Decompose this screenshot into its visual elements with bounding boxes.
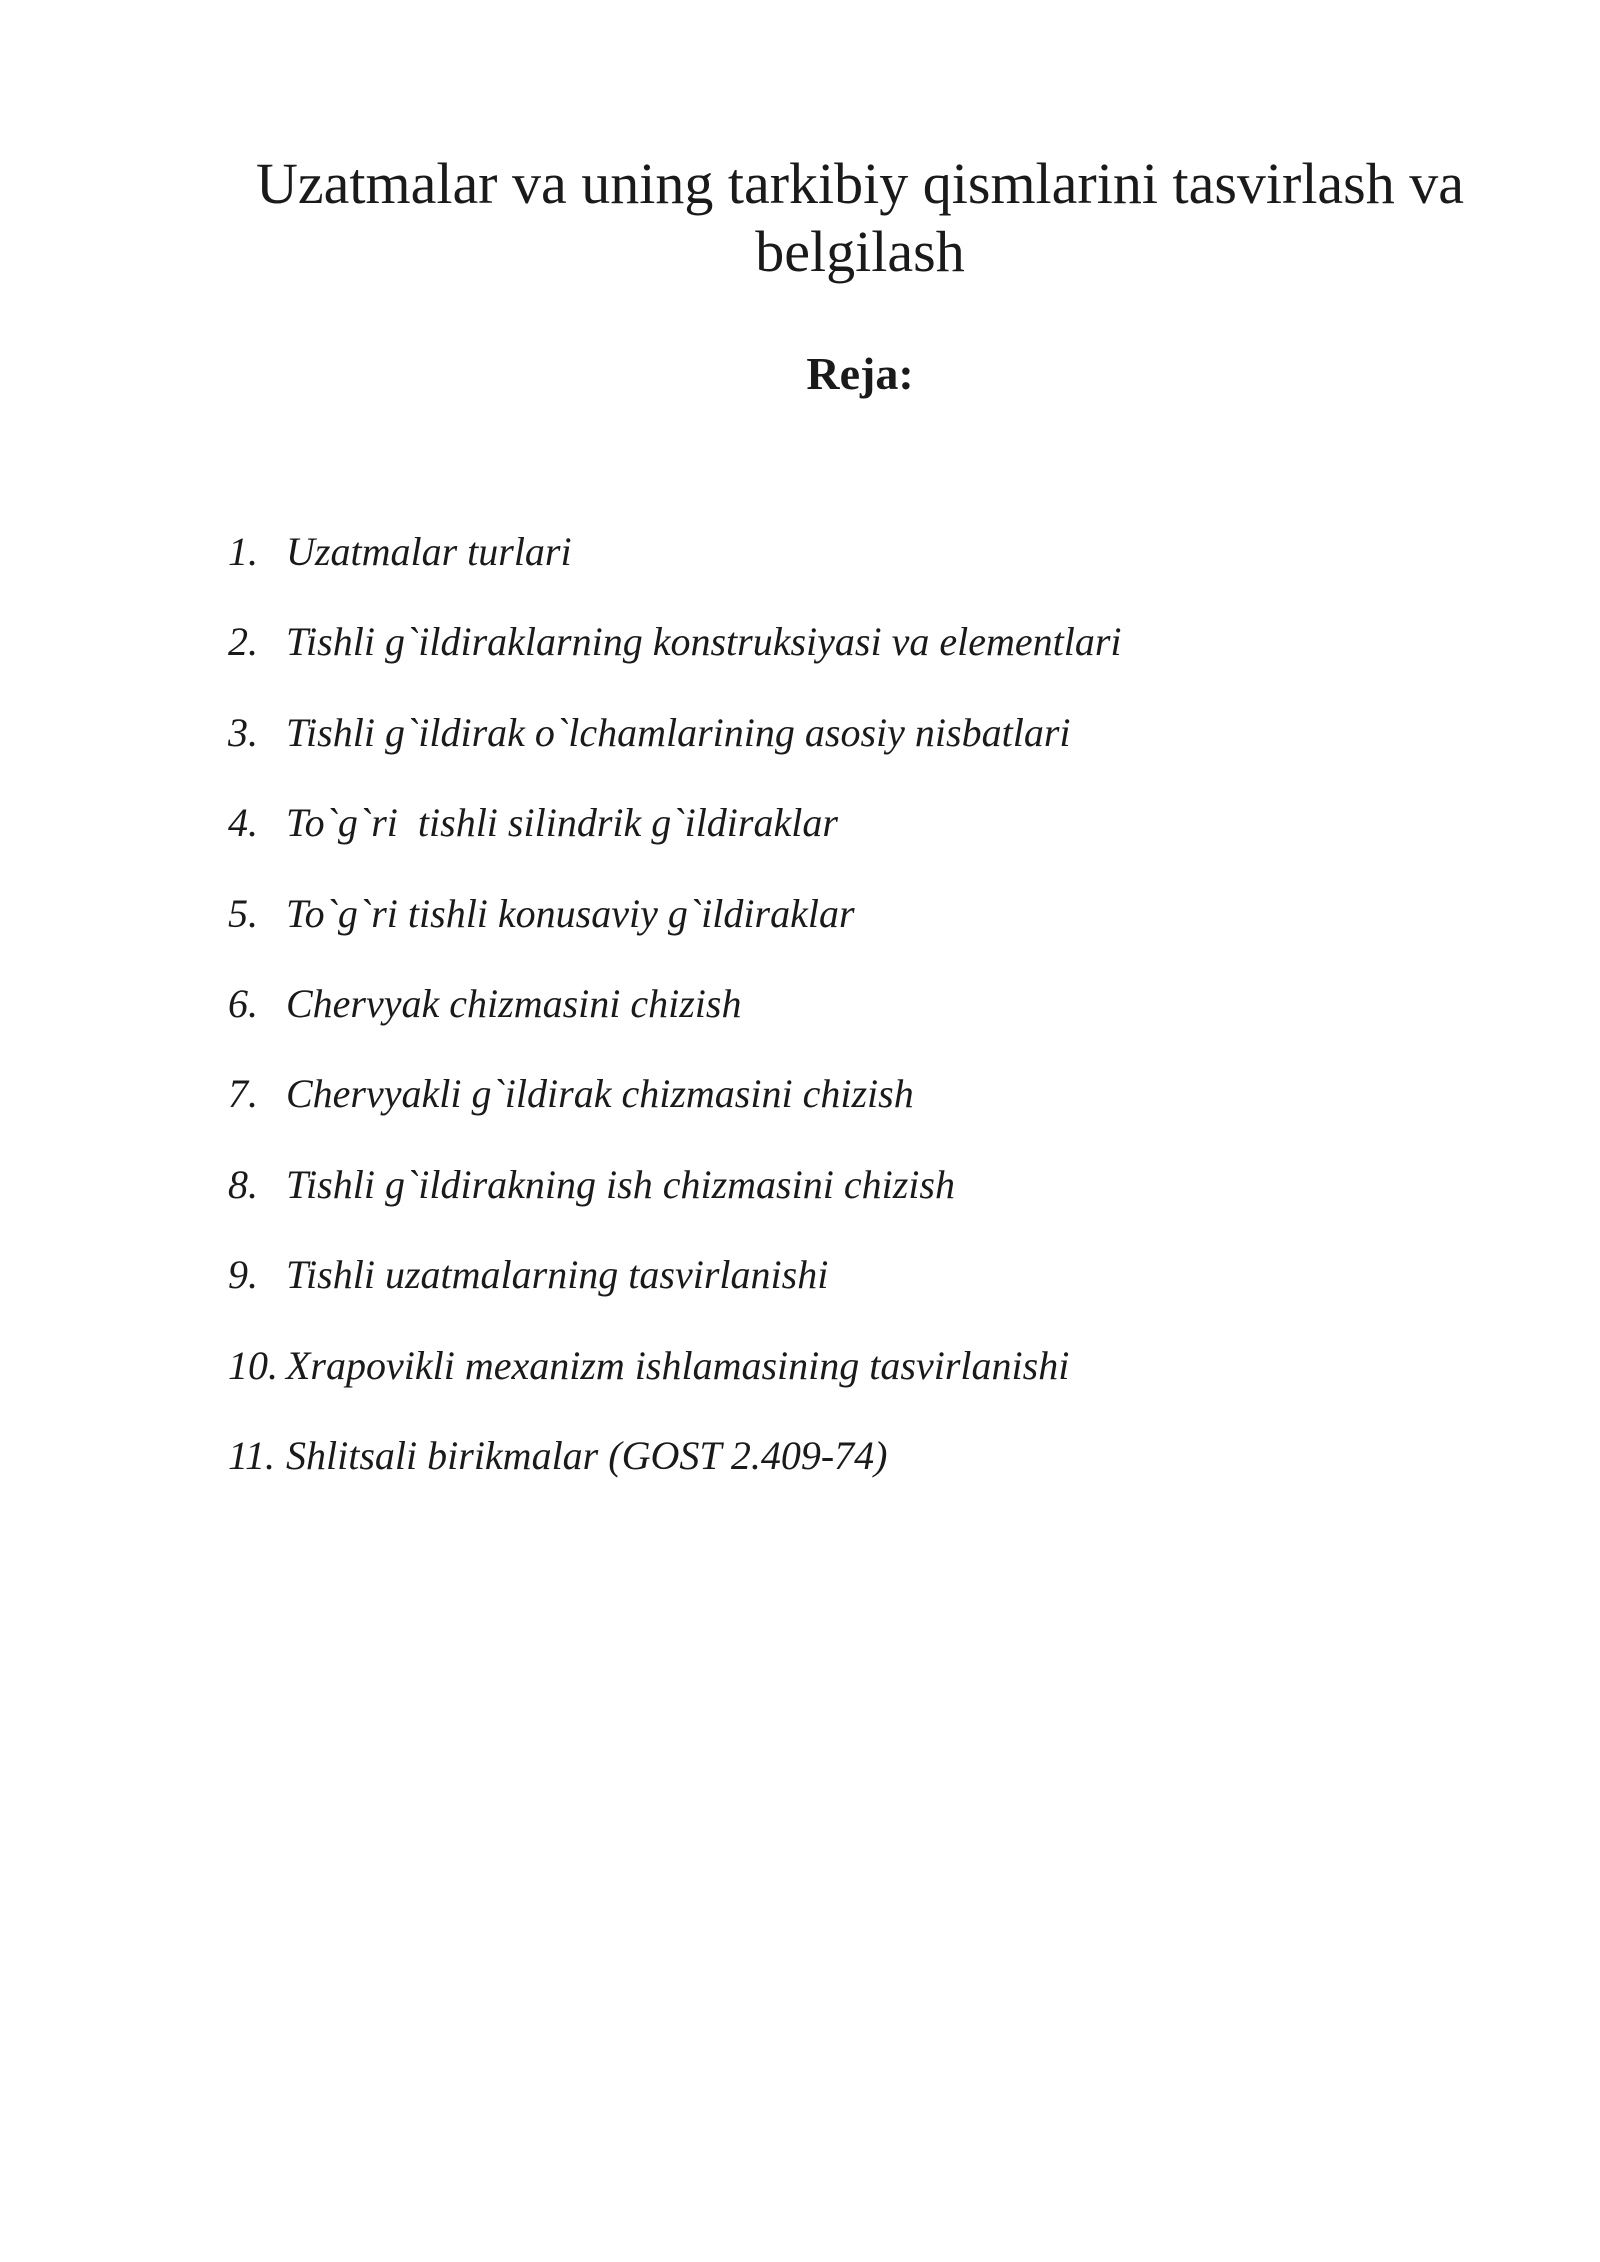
- plan-item-text: Tishli g`ildirakning ish chizmasini chizish: [286, 1161, 955, 1207]
- plan-item: [228, 618, 1122, 666]
- plan-item: [228, 980, 1122, 1028]
- plan-item-text: Tishli g`ildirak o`lchamlarining asosiy nisbatlari: [286, 709, 1071, 755]
- plan-item-text: To`g`ri tishli silindrik g`ildiraklar: [286, 800, 838, 846]
- plan-item-number: 7.: [228, 1071, 258, 1117]
- plan-heading: Reja:: [806, 348, 914, 399]
- plan-item: [228, 1070, 1122, 1118]
- plan-list: [228, 528, 1122, 1522]
- plan-item-text: Shlitsali birikmalar (GOST 2.409-74): [286, 1432, 888, 1478]
- plan-item-text: Uzatmalar turlari: [286, 529, 572, 574]
- plan-item-number: 2.: [228, 619, 258, 665]
- plan-item-text: To`g`ri tishli konusaviy g`ildiraklar: [286, 890, 855, 936]
- plan-item: [228, 1161, 1122, 1209]
- plan-item-number: 10.: [228, 1342, 278, 1388]
- plan-item: [228, 890, 1122, 938]
- plan-item-number: 9.: [228, 1252, 258, 1298]
- plan-item: [228, 1432, 1122, 1480]
- plan-item-number: 3.: [228, 709, 258, 755]
- plan-item-number: 8.: [228, 1161, 258, 1207]
- plan-item-number: 11.: [228, 1432, 276, 1478]
- plan-item-number: 6.: [228, 980, 258, 1026]
- plan-item-number: 4.: [228, 800, 258, 846]
- plan-item: [228, 799, 1122, 847]
- plan-item-text: Tishli g`ildiraklarning konstruksiyasi va elementlari: [286, 619, 1122, 665]
- plan-item-text: Tishli uzatmalarning tasvirlanishi: [286, 1252, 829, 1298]
- plan-item: [228, 528, 1122, 576]
- plan-item: [228, 1342, 1122, 1390]
- plan-item-number: 5.: [228, 890, 258, 936]
- plan-item-number: 1.: [228, 529, 258, 574]
- plan-item: [228, 1251, 1122, 1299]
- page-title: Uzatmalar va uning tarkibiy qismlarini tasvirlash va belgilash: [255, 151, 1464, 284]
- plan-item-text: Xrapovikli mexanizm ishlamasining tasvirlanishi: [286, 1342, 1070, 1388]
- plan-item-text: Chervyak chizmasini chizish: [286, 980, 742, 1026]
- plan-item: [228, 709, 1122, 757]
- plan-item-text: Chervyakli g`ildirak chizmasini chizish: [286, 1071, 914, 1117]
